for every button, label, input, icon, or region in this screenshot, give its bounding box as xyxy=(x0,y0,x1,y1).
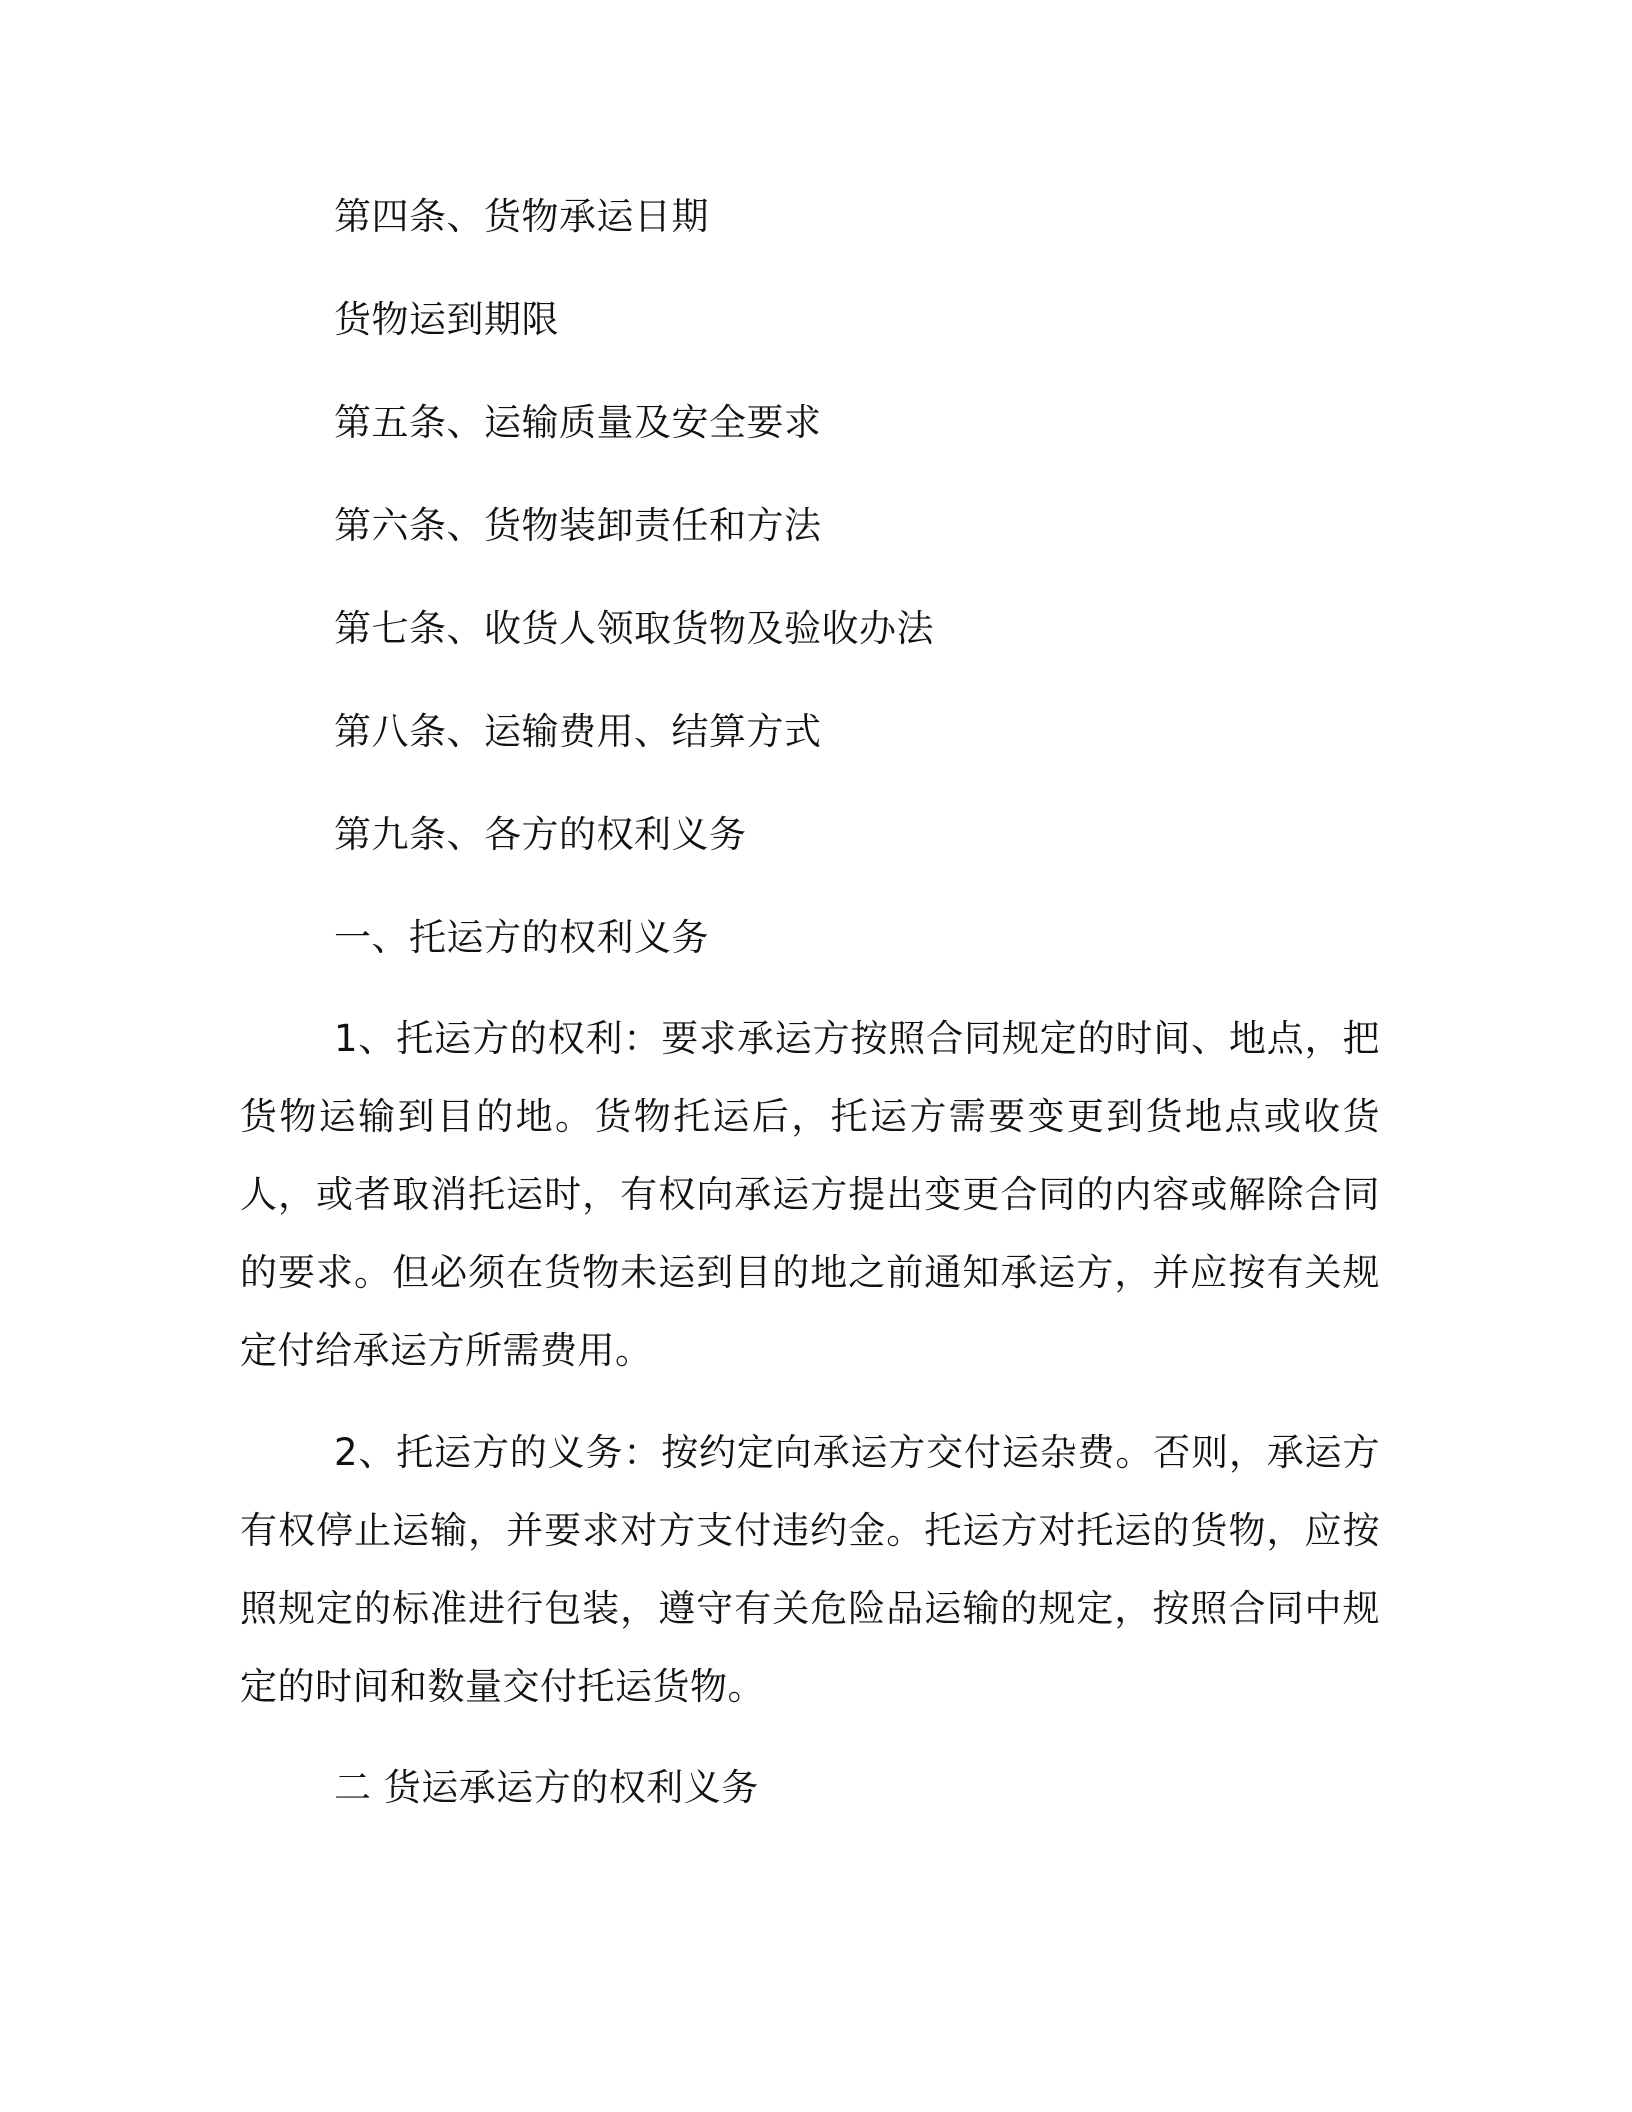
paragraph-shipper-duties: 2、托运方的义务：按约定向承运方交付运杂费。否则，承运方有权停止运输，并要求对方支付违约金。托运方对托运的货物，应按照规定的标准进行包装，遵守有关危险品运输的规定，按照合同中规定的时间和数量交付托运货物。 xyxy=(240,1431,1380,1708)
heading-article-5: 第五条、运输质量及安全要求 xyxy=(334,401,822,444)
heading-carrier-rights-duties: 二 货运承运方的权利义务 xyxy=(334,1766,759,1809)
heading-article-7: 第七条、收货人领取货物及验收办法 xyxy=(334,607,934,650)
heading-delivery-deadline: 货物运到期限 xyxy=(334,298,559,341)
heading-article-9: 第九条、各方的权利义务 xyxy=(334,813,747,856)
heading-article-6: 第六条、货物装卸责任和方法 xyxy=(334,504,822,547)
heading-shipper-rights-duties: 一、托运方的权利义务 xyxy=(334,916,709,959)
heading-article-8: 第八条、运输费用、结算方式 xyxy=(334,710,822,753)
heading-article-4: 第四条、货物承运日期 xyxy=(334,195,709,238)
paragraph-shipper-rights: 1、托运方的权利：要求承运方按照合同规定的时间、地点，把货物运输到目的地。货物托运后，托运方需要变更到货地点或收货人，或者取消托运时，有权向承运方提出变更合同的内容或解除合同的要求。但必须在货物未运到目的地之前通知承运方，并应按有关规定付给承运方所需费用。 xyxy=(240,1017,1380,1372)
